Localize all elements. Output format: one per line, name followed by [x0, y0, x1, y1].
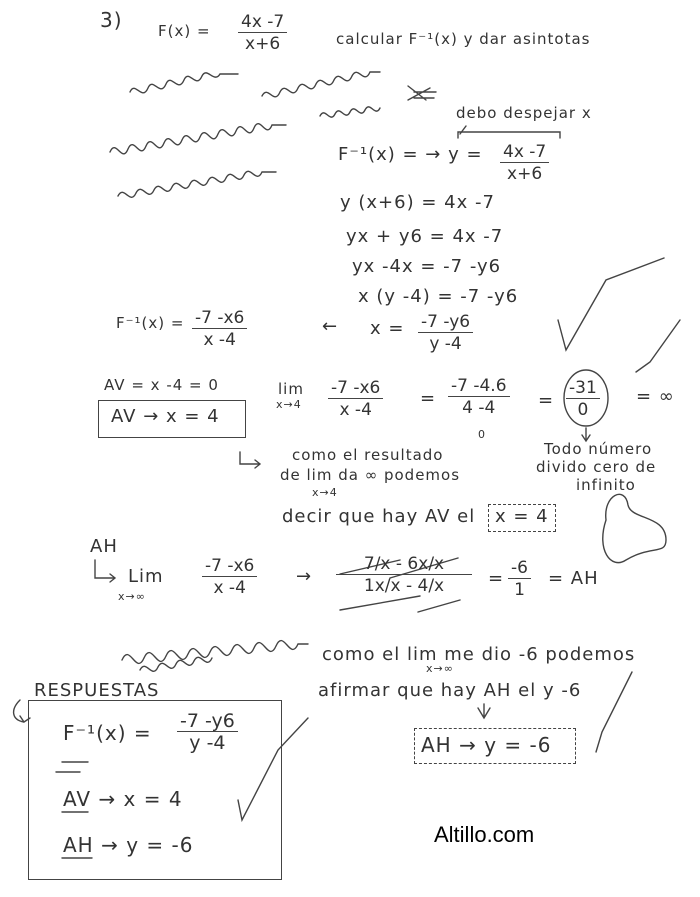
y-numerator: 4x -7	[500, 142, 549, 163]
crossed-out-scribble	[118, 171, 276, 197]
x-equals: x =	[370, 318, 405, 339]
av-lim-sub: x→4	[276, 398, 302, 411]
respuestas-finv-label: F⁻¹(x) =	[63, 721, 152, 745]
av-lim-numerator: -7 -x6	[328, 378, 383, 399]
x-numerator: -7 -y6	[418, 312, 473, 333]
checkmark-icon	[636, 320, 680, 372]
av-comment-box-value: x = 4	[495, 506, 549, 527]
step-2: yx + y6 = 4x -7	[346, 226, 504, 247]
crossed-out-scribble	[130, 72, 436, 117]
ah-fraction	[202, 556, 257, 599]
ah-result-tail: = AH	[548, 568, 599, 589]
function-numerator: 4x -7	[238, 12, 287, 33]
av-comment-3: decir que hay AV el	[282, 506, 476, 527]
crossed-out-scribble	[110, 124, 286, 154]
x-fraction	[418, 312, 473, 355]
av-lim-fraction	[328, 378, 383, 421]
ah-answer-box	[414, 728, 576, 764]
note-infinito: infinito	[576, 476, 636, 494]
ah-label: AH	[90, 536, 118, 557]
inverse-fraction	[192, 308, 247, 351]
av-equation: AV = x -4 = 0	[104, 376, 219, 394]
crossed-out-scribble	[122, 641, 308, 672]
av-answer: AV → x = 4	[111, 406, 220, 427]
y-denominator: x+6	[507, 164, 543, 184]
av-eval-fraction	[448, 376, 510, 419]
ah-lim: Lim	[128, 566, 164, 587]
av-lim-denominator: x -4	[339, 400, 372, 420]
ah-divided-numerator: 7/x - 6x/x	[336, 554, 472, 575]
hook-arrow-icon	[95, 560, 115, 582]
step-4: x (y -4) = -7 -y6	[358, 286, 519, 307]
y-fraction	[500, 142, 549, 185]
av-eval-numerator: -7 -4.6	[448, 376, 510, 397]
av-lim: lim	[278, 380, 304, 398]
x-denominator: y -4	[429, 334, 462, 354]
circled-fraction	[566, 378, 600, 421]
ah-arrow: →	[296, 566, 313, 587]
heart-doodle	[603, 494, 666, 562]
ah-lim-sub: x→∞	[118, 590, 146, 603]
inverse-numerator: -7 -x6	[192, 308, 247, 329]
ah-result-denominator: 1	[514, 580, 525, 600]
infinity-result: = ∞	[636, 386, 675, 407]
note-divido-cero: divido cero de	[536, 458, 657, 476]
note-todo-numero: Todo número	[544, 440, 653, 458]
ah-divided-fraction	[336, 554, 472, 597]
av-eval-zero: 0	[478, 428, 486, 441]
av-answer-box	[98, 400, 246, 438]
checkmark-icon	[558, 258, 664, 350]
respuestas-box	[28, 700, 282, 880]
watermark: Altillo.com	[434, 822, 535, 847]
ah-result-fraction	[508, 558, 531, 601]
av-comment-1: como el resultado	[292, 446, 444, 464]
step-1: y (x+6) = 4x -7	[340, 192, 495, 213]
ah-divided-denominator: 1x/x - 4/x	[363, 576, 445, 596]
ah-answer: AH → y = -6	[421, 733, 552, 757]
respuestas-finv-numerator: -7 -y6	[177, 711, 238, 732]
circled-numerator: -31	[566, 378, 600, 399]
inverse-definition: F⁻¹(x) = → y =	[338, 144, 483, 165]
step-3: yx -4x = -7 -y6	[352, 256, 502, 277]
ah-denominator: x -4	[213, 578, 246, 598]
ah-comment-1-sub: x→∞	[426, 662, 454, 675]
respuestas-finv-fraction	[177, 711, 238, 754]
function-label: F(x) =	[158, 22, 211, 40]
left-arrow: ←	[322, 316, 339, 337]
checkmark-icon	[596, 672, 632, 752]
ah-numerator: -7 -x6	[202, 556, 257, 577]
ah-comment-2: afirmar que hay AH el y -6	[318, 680, 582, 701]
circled-denominator: 0	[577, 400, 589, 420]
inverse-label: F⁻¹(x) =	[116, 314, 185, 332]
function-denominator: x+6	[245, 34, 281, 54]
respuestas-av: AV → x = 4	[63, 787, 183, 811]
av-comment-2-sub: x→4	[312, 486, 338, 499]
ah-result-numerator: -6	[508, 558, 531, 579]
av-comment-box	[488, 504, 556, 532]
respuestas-ah: AH → y = -6	[63, 833, 194, 857]
bracket-mark	[458, 132, 560, 138]
hook-arrow-icon	[240, 452, 260, 468]
av-comment-2: de lim da ∞ podemos	[280, 466, 461, 484]
respuestas-finv-denominator: y -4	[189, 732, 226, 754]
note-despejar: debo despejar x	[456, 104, 592, 122]
respuestas-title: RESPUESTAS	[34, 680, 160, 701]
ah-comment-1: como el lim me dio -6 podemos	[322, 644, 636, 665]
instruction-text: calcular F⁻¹(x) y dar asintotas	[336, 30, 591, 48]
function-fraction	[238, 12, 287, 55]
av-eval-denominator: 4 -4	[462, 398, 496, 418]
problem-number: 3)	[100, 8, 123, 32]
inverse-denominator: x -4	[203, 330, 236, 350]
